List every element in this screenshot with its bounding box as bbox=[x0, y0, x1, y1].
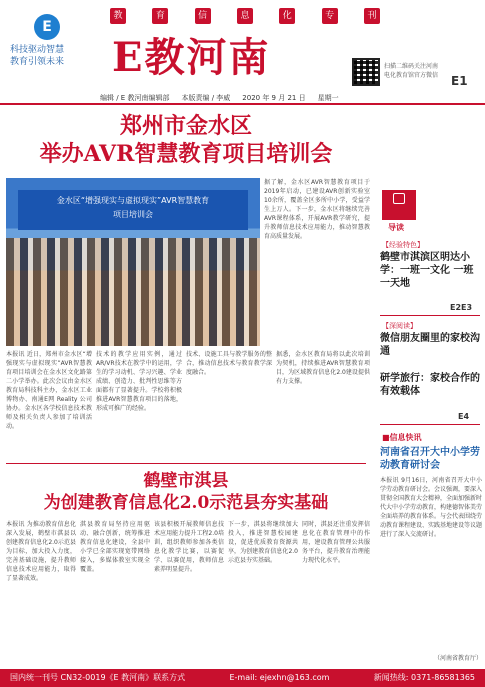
training-photo bbox=[6, 178, 260, 346]
article1-headline[interactable]: 郑州市金水区 举办AVR智慧教育项目培训会 bbox=[39, 113, 333, 167]
edition-editor: 本版责编 / 李威 bbox=[181, 94, 231, 102]
book-icon bbox=[393, 193, 405, 204]
footer bbox=[0, 669, 485, 687]
sidebar-tag: 【深阅读】 bbox=[382, 322, 417, 330]
tagline-char: 教 bbox=[110, 8, 126, 24]
editor: 编辑 / E 教河南编辑部 bbox=[100, 94, 170, 102]
footer-code: 国内统一刊号 CN32-0019《E 教河南》联系方式 bbox=[10, 673, 186, 682]
tagline-char: 刊 bbox=[364, 8, 380, 24]
article1-right-column: 据了解，金水区AVR智慧教育项目于2019年启动，已建设AVR创新实验室10余所，覆盖全区多所中小学，受益学生上万人。下一步，金水区将继续完善AVR课程体系，开展AVR教学研究，提升教师信息技术应用能力，推动智慧教育高质量发展。 bbox=[264, 179, 370, 240]
qr-caption: 扫描二维码关注河南 电化教育馆官方微信 bbox=[384, 63, 439, 79]
footer-email[interactable]: E-mail: ejexhn@163.com bbox=[229, 673, 330, 682]
news-flash-headline[interactable]: 河南省召开大中小学劳动教育研讨会 bbox=[380, 447, 480, 471]
article2-column: 本报讯 为推动教育信息化深入发展，鹤壁市淇县以创建教育信息化2.0示范县为目标，加大投入力度，完善基础设施，提升教师信息技术应用能力，取得了显著成效。 bbox=[6, 521, 76, 582]
page-number: E1 bbox=[451, 74, 468, 88]
logo-slogan: 科技驱动智慧 教育引领未来 bbox=[10, 45, 65, 67]
article-divider bbox=[6, 463, 366, 464]
article2-column: 同时，淇县还注重发挥信息化在教育管理中的作用，建设教育管理公共服务平台，提升教育治理能力现代化水平。 bbox=[302, 521, 370, 564]
qr-code-icon[interactable] bbox=[352, 58, 380, 86]
article2-headline[interactable]: 鹤壁市淇县 为创建教育信息化2.0示范县夯实基础 bbox=[43, 471, 329, 513]
logo bbox=[4, 14, 94, 84]
masthead bbox=[0, 0, 485, 96]
footer-phone[interactable]: 新闻热线: 0371-86581365 bbox=[373, 673, 475, 682]
sidebar-rule bbox=[380, 424, 480, 425]
issue-weekday: 星期一 bbox=[317, 94, 339, 102]
guide-label: 导读 bbox=[388, 223, 404, 232]
article1-column: 技术、设施工具与教学服务的整合，推动信息技术与教育教学深度融合。 bbox=[186, 351, 272, 376]
article2-column: 下一步，淇县将继续加大投入，推进智慧校园建设，促进优质教育资源共享，为创建教育信息化2.0示范县夯实基础。 bbox=[228, 521, 298, 564]
article2-column: 淇县教育局坚持应用驱动、融合创新，统筹推进教育信息化建设，全县中小学已全部实现宽带网络接入，多媒体教室实现全覆盖。 bbox=[80, 521, 150, 573]
tagline-char: 化 bbox=[279, 8, 295, 24]
guide-badge bbox=[382, 190, 416, 220]
photo-banner: 金水区“增强现实与虚拟现实”AVR智慧教育 项目培训会 bbox=[18, 190, 248, 230]
sidebar-item-3[interactable]: 研学旅行：家校合作的有效载体 bbox=[380, 373, 480, 397]
news-flash-body: 本报讯 9月16日，河南省召开大中小学劳动教育研讨会。会议强调，要深入贯彻全国教育大会精神，全面加强新时代大中小学劳动教育，构建德智体美劳全面培养的教育体系。与会代表围绕劳动教育课程建设、实践基地建设等议题进行了深入交流研讨。 bbox=[380, 477, 482, 538]
tagline-char: 专 bbox=[322, 8, 338, 24]
news-flash-source: （河南省教育厅） bbox=[433, 655, 482, 662]
sidebar-tag: 【经验特色】 bbox=[382, 241, 424, 249]
sidebar-item-1-page: E2E3 bbox=[450, 303, 473, 312]
tagline-char: 息 bbox=[237, 8, 253, 24]
tagline-char: 信 bbox=[195, 8, 211, 24]
sidebar-rule bbox=[380, 315, 480, 316]
audience bbox=[6, 238, 260, 346]
sidebar-item-2-page: E4 bbox=[458, 412, 470, 421]
sidebar-item-1[interactable]: 鹤壁市淇滨区明达小学：一班一文化 一班一天地 bbox=[380, 252, 474, 289]
article1-column: 技术的教学应用实例，通过AR/VR技术在教学中的运用，学生的学习动机、学习兴趣、学业成绩、创造力、批判性思维等方面都有了显著提升。学校将积极推进AVR智慧教育项目的落地，形成可推广的经验。 bbox=[96, 351, 182, 412]
header-rule bbox=[0, 103, 485, 105]
article1-column: 本报讯 近日，郑州市金水区“增强现实与虚拟现实”AVR智慧教育项目培训会在金水区文化路第二小学举办。此次会议由金水区教育局科技科主办，金水区工业博物办、南通E网 Reality 公司协办。金水区各学校信息技术教师及相关负责人参加了培训活动。 bbox=[6, 351, 92, 430]
issue-date: 2020 年 9 月 21 日 bbox=[242, 94, 306, 102]
issue-meta bbox=[100, 93, 390, 103]
news-flash-title: ■信息快讯 bbox=[382, 433, 422, 442]
article2-column: 该县积极开展教师信息技术应用能力提升工程2.0培训，组织教师参加各类信息化教学比赛，以赛促学、以赛促用，教师信息素养明显提升。 bbox=[154, 521, 224, 573]
sidebar-item-2[interactable]: 微信朋友圈里的家校沟通 bbox=[380, 333, 480, 357]
tagline bbox=[110, 8, 380, 24]
newspaper-title: E教河南 bbox=[112, 34, 271, 81]
tagline-char: 育 bbox=[152, 8, 168, 24]
article1-column: 据悉，金水区教育局将以此次培训为契机，持续推进AVR智慧教育项目，为区域教育信息化2.0建设提供有力支撑。 bbox=[276, 351, 370, 385]
logo-icon: E bbox=[34, 14, 60, 40]
